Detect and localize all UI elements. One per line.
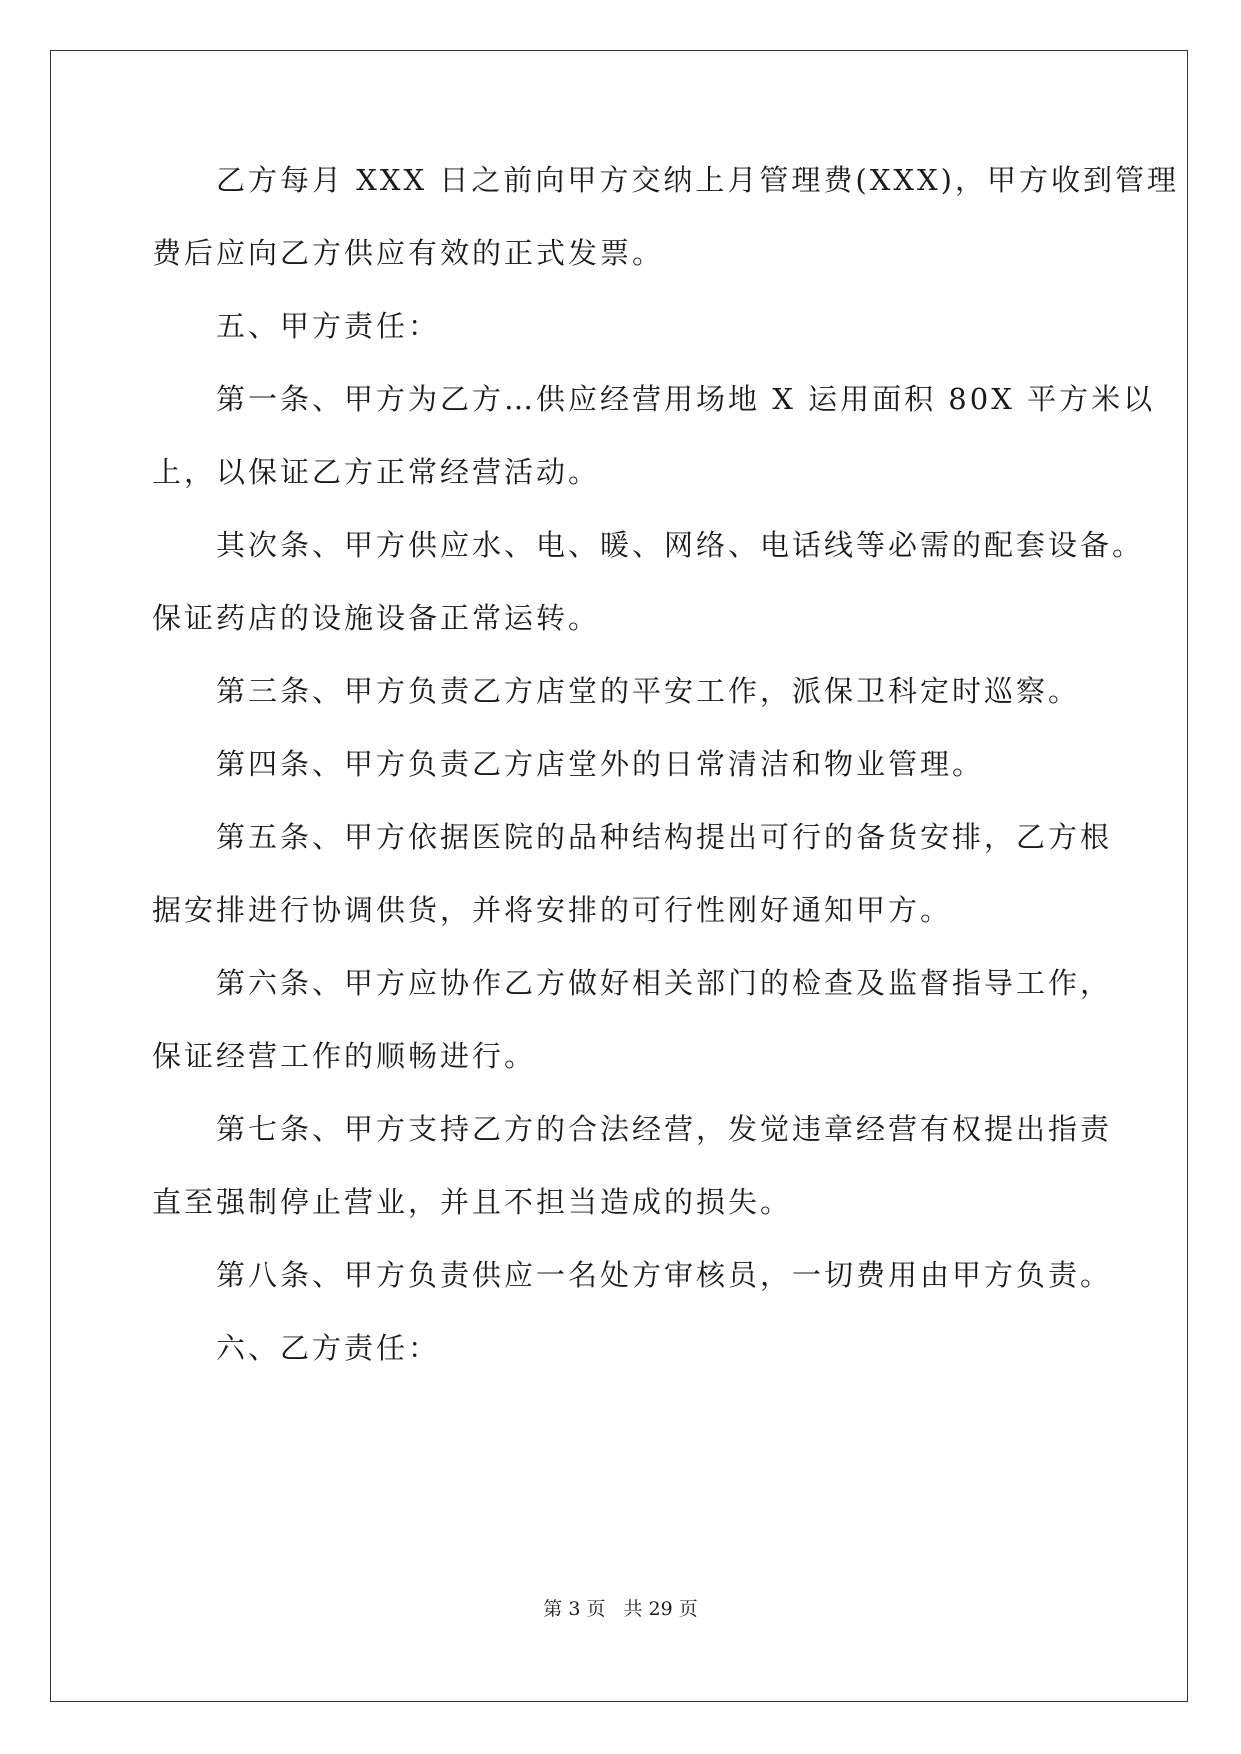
paragraph-line: 据安排进行协调供货，并将安排的可行性刚好通知甲方。	[152, 893, 953, 927]
paragraph-line: 第八条、甲方负责供应一名处方审核员，一切费用由甲方负责。	[216, 1258, 1113, 1292]
paragraph-line: 第一条、甲方为乙方…供应经营用场地 X 运用面积 80X 平方米以	[216, 382, 1156, 416]
page-border	[50, 50, 1188, 1702]
page-footer	[0, 1596, 1241, 1622]
paragraph-line: 第四条、甲方负责乙方店堂外的日常清洁和物业管理。	[216, 747, 985, 781]
paragraph-line: 保证药店的设施设备正常运转。	[152, 601, 601, 635]
section-heading: 六、乙方责任：	[216, 1331, 441, 1365]
page-total: 共 29 页	[623, 1598, 698, 1620]
paragraph-line: 其次条、甲方供应水、电、暖、网络、电话线等必需的配套设备。	[216, 528, 1145, 562]
page-number: 第 3 页	[543, 1598, 606, 1620]
paragraph-line: 上，以保证乙方正常经营活动。	[152, 455, 601, 489]
paragraph-line: 第三条、甲方负责乙方店堂的平安工作，派保卫科定时巡察。	[216, 674, 1081, 708]
paragraph-line: 第五条、甲方依据医院的品种结构提出可行的备货安排，乙方根	[216, 820, 1113, 854]
paragraph-line: 费后应向乙方供应有效的正式发票。	[152, 236, 665, 270]
paragraph-line: 乙方每月 XXX 日之前向甲方交纳上月管理费(XXX)，甲方收到管理	[216, 163, 1179, 197]
paragraph-line: 保证经营工作的顺畅进行。	[152, 1039, 537, 1073]
paragraph-line: 第七条、甲方支持乙方的合法经营，发觉违章经营有权提出指责	[216, 1112, 1113, 1146]
paragraph-line: 第六条、甲方应协作乙方做好相关部门的检查及监督指导工作，	[216, 966, 1113, 1000]
section-heading: 五、甲方责任：	[216, 309, 441, 343]
paragraph-line: 直至强制停止营业，并且不担当造成的损失。	[152, 1185, 793, 1219]
